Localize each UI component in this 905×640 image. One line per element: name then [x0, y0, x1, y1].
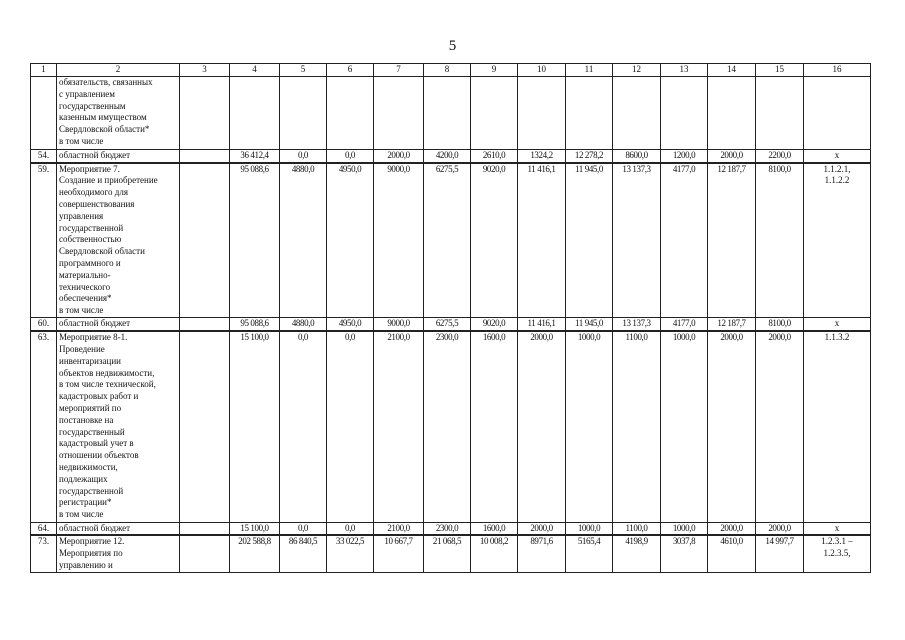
value-cell [708, 77, 756, 150]
value-cell: 2200,0 [756, 149, 804, 162]
value-cell: 11 416,1 [518, 163, 566, 318]
column-number: 6 [327, 64, 374, 77]
value-cell: 21 068,5 [424, 535, 471, 572]
value-cell: 4880,0 [280, 163, 327, 318]
value-cell: 2300,0 [424, 331, 471, 522]
target-refs [804, 77, 871, 150]
row-description: областной бюджет [57, 522, 180, 535]
value-cell: 2000,0 [756, 331, 804, 522]
row-description: областной бюджет [57, 149, 180, 162]
value-cell: 1100,0 [613, 331, 661, 522]
value-cell: 0,0 [327, 149, 374, 162]
value-cell: 8100,0 [756, 163, 804, 318]
value-cell: 13 137,3 [613, 318, 661, 331]
value-cell: 6275,5 [424, 318, 471, 331]
source-cell [180, 535, 230, 572]
value-cell: 1600,0 [471, 331, 518, 522]
source-cell [180, 77, 230, 150]
value-cell [327, 77, 374, 150]
value-cell: 36 412,4 [230, 149, 280, 162]
value-cell: 1600,0 [471, 522, 518, 535]
value-cell: 0,0 [280, 331, 327, 522]
target-refs: 1.1.2.1, 1.1.2.2 [804, 163, 871, 318]
value-cell: 2000,0 [708, 522, 756, 535]
column-number: 1 [31, 64, 57, 77]
budget-table [30, 63, 871, 573]
source-cell [180, 163, 230, 318]
value-cell: 12 278,2 [566, 149, 613, 162]
value-cell: 4610,0 [708, 535, 756, 572]
column-number-row [31, 64, 871, 77]
value-cell: 86 840,5 [280, 535, 327, 572]
source-cell [180, 331, 230, 522]
row-description: обязательств, связанных с управлением государственным казенным имуществом Свердловской области* в том числе [57, 77, 180, 150]
value-cell: 1000,0 [566, 522, 613, 535]
value-cell: 1000,0 [566, 331, 613, 522]
measure-row [31, 77, 871, 150]
row-index: 59. [31, 163, 57, 318]
value-cell: 9020,0 [471, 163, 518, 318]
value-cell: 4177,0 [661, 318, 708, 331]
target-refs: x [804, 318, 871, 331]
column-number: 7 [374, 64, 424, 77]
value-cell: 8100,0 [756, 318, 804, 331]
value-cell: 6275,5 [424, 163, 471, 318]
value-cell: 2000,0 [374, 149, 424, 162]
value-cell: 2000,0 [708, 331, 756, 522]
row-description: областной бюджет [57, 318, 180, 331]
value-cell: 11 945,0 [566, 318, 613, 331]
value-cell: 10 667,7 [374, 535, 424, 572]
row-index: 60. [31, 318, 57, 331]
value-cell: 4950,0 [327, 163, 374, 318]
value-cell: 8600,0 [613, 149, 661, 162]
value-cell: 12 187,7 [708, 163, 756, 318]
row-index: 64. [31, 522, 57, 535]
value-cell: 0,0 [327, 522, 374, 535]
value-cell: 95 088,6 [230, 163, 280, 318]
value-cell: 11 416,1 [518, 318, 566, 331]
value-cell: 9000,0 [374, 318, 424, 331]
target-refs: 1.2.3.1 – 1.2.3.5, [804, 535, 871, 572]
page-number: 5 [448, 38, 457, 54]
measure-row [31, 331, 871, 522]
column-number: 16 [804, 64, 871, 77]
value-cell: 0,0 [327, 331, 374, 522]
value-cell: 202 588,8 [230, 535, 280, 572]
value-cell [756, 77, 804, 150]
column-number: 5 [280, 64, 327, 77]
value-cell [471, 77, 518, 150]
value-cell [518, 77, 566, 150]
value-cell: 11 945,0 [566, 163, 613, 318]
row-index: 54. [31, 149, 57, 162]
value-cell: 3037,8 [661, 535, 708, 572]
value-cell: 4200,0 [424, 149, 471, 162]
target-refs: x [804, 149, 871, 162]
column-number: 4 [230, 64, 280, 77]
value-cell: 2000,0 [518, 522, 566, 535]
table-body [31, 77, 871, 573]
value-cell: 4198,9 [613, 535, 661, 572]
value-cell: 4177,0 [661, 163, 708, 318]
row-index: 73. [31, 535, 57, 572]
column-number: 11 [566, 64, 613, 77]
value-cell [424, 77, 471, 150]
value-cell: 2100,0 [374, 522, 424, 535]
value-cell: 2000,0 [708, 149, 756, 162]
value-cell: 9000,0 [374, 163, 424, 318]
value-cell: 1100,0 [613, 522, 661, 535]
measure-row [31, 163, 871, 318]
value-cell: 12 187,7 [708, 318, 756, 331]
column-number: 13 [661, 64, 708, 77]
value-cell [280, 77, 327, 150]
column-number: 10 [518, 64, 566, 77]
target-refs: x [804, 522, 871, 535]
value-cell: 14 997,7 [756, 535, 804, 572]
budget-subtotal-row [31, 318, 871, 331]
row-index [31, 77, 57, 150]
value-cell [566, 77, 613, 150]
value-cell: 15 100,0 [230, 522, 280, 535]
value-cell: 4880,0 [280, 318, 327, 331]
row-index: 63. [31, 331, 57, 522]
budget-subtotal-row [31, 149, 871, 162]
column-number: 9 [471, 64, 518, 77]
column-number: 12 [613, 64, 661, 77]
value-cell [374, 77, 424, 150]
target-refs: 1.1.3.2 [804, 331, 871, 522]
value-cell: 15 100,0 [230, 331, 280, 522]
value-cell: 10 008,2 [471, 535, 518, 572]
column-number: 8 [424, 64, 471, 77]
value-cell: 1200,0 [661, 149, 708, 162]
row-description: Мероприятие 8-1. Проведение инвентаризации объектов недвижимости, в том числе технической, кадастровых работ и мероприятий по постановке на государственный кадастровый учет в отношении объектов недвижимости, подлежащих государственной регистрации* в том числе [57, 331, 180, 522]
value-cell: 5165,4 [566, 535, 613, 572]
value-cell: 13 137,3 [613, 163, 661, 318]
value-cell [230, 77, 280, 150]
value-cell: 2100,0 [374, 331, 424, 522]
source-cell [180, 318, 230, 331]
value-cell: 2300,0 [424, 522, 471, 535]
value-cell: 1000,0 [661, 522, 708, 535]
column-number: 14 [708, 64, 756, 77]
value-cell: 8971,6 [518, 535, 566, 572]
measure-row [31, 535, 871, 572]
value-cell: 1324,2 [518, 149, 566, 162]
row-description: Мероприятие 7. Создание и приобретение необходимого для совершенствования управления государственной собственностью Свердловской области программного и материально- технического обеспечения* в том числе [57, 163, 180, 318]
value-cell: 2000,0 [518, 331, 566, 522]
column-number: 3 [180, 64, 230, 77]
value-cell: 4950,0 [327, 318, 374, 331]
value-cell: 1000,0 [661, 331, 708, 522]
row-description: Мероприятие 12. Мероприятия по управлению и [57, 535, 180, 572]
value-cell: 2610,0 [471, 149, 518, 162]
value-cell: 0,0 [280, 149, 327, 162]
value-cell [613, 77, 661, 150]
column-number: 15 [756, 64, 804, 77]
value-cell: 2000,0 [756, 522, 804, 535]
value-cell: 33 022,5 [327, 535, 374, 572]
source-cell [180, 522, 230, 535]
budget-subtotal-row [31, 522, 871, 535]
value-cell: 0,0 [280, 522, 327, 535]
value-cell: 95 088,6 [230, 318, 280, 331]
value-cell: 9020,0 [471, 318, 518, 331]
value-cell [661, 77, 708, 150]
column-number: 2 [57, 64, 180, 77]
source-cell [180, 149, 230, 162]
